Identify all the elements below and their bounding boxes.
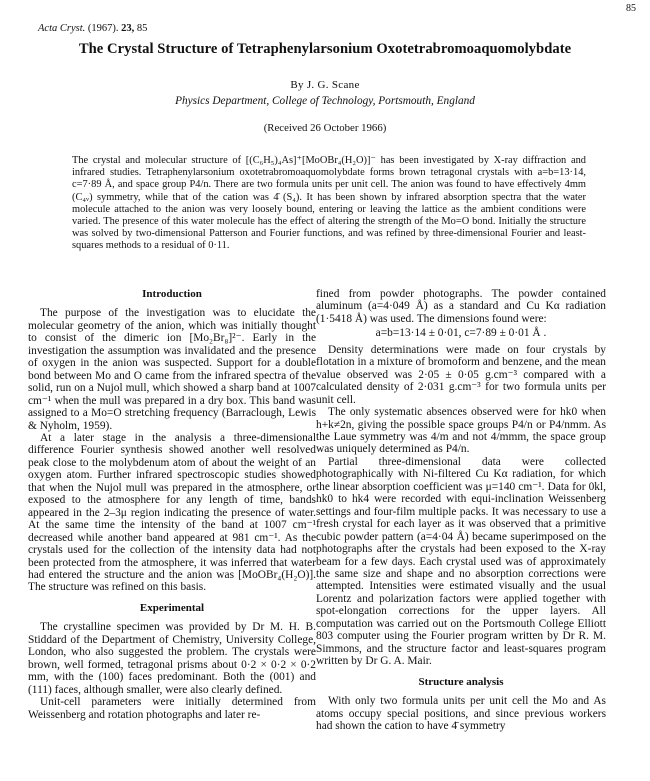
cell-dimensions-equation: a=b=13·14 ± 0·01, c=7·89 ± 0·01 Å . xyxy=(375,327,547,340)
journal-page: 85 xyxy=(136,23,148,34)
journal-volume: 23, xyxy=(121,23,135,34)
right-column xyxy=(316,288,606,732)
abstract: The crystal and molecular structure of [(C₆H₅)₄As]⁺[MoOBr₄(H₂O)]⁻ has been investigated by X-ray diffraction and infrared studies. Tetraphenylarsonium oxotetrabromoaquomolybdate forms brown tetragonal crystals with a=b=13·14, c=7·89 Å, and space group P4/n. There are two formula units per unit cell. The anion was found to have effectively 4mm (C₄ᵥ) symmetry, while that of the cation was 4̄ (S₄). It has been shown by infrared absorption spectra that the water molecule attached to the anion was very loosely bound, entering or leaving the lattice as the ambient conditions were varied. The presence of this water molecule has the effect of altering the strength of the Mo=O bond. Initially the structure was solved by two-dimensional Patterson and Fourier functions, and was refined by three-dimensional Fourier and least-squares methods to a residual of 0·11. xyxy=(72,155,586,252)
right-paragraph-3: The only systematic absences observed were for hk0 when h+k≠2n, giving the possible space groups P4/n or P4/nmm. As the Laue symmetry was 4/m and not 4/mmm, the space group was uniquely determined as P4/n. xyxy=(316,406,606,456)
experimental-paragraph-1: The crystalline specimen was provided by Dr M. H. B. Stiddard of the Department of Chemistry, University College, London, who also suggested the problem. The crystals were brown, well formed, tetragonal prisms about 0·2 × 0·2 × 0·2 mm, with the (100) faces predominant. Both the (001) and (111) faces, although smaller, were also clearly defined. xyxy=(28,621,316,696)
page-number: 85 xyxy=(626,3,636,14)
journal-citation xyxy=(38,23,147,34)
intro-paragraph-2: At a later stage in the analysis a three-dimensional difference Fourier synthesis showed another well resolved peak close to the molybdenum atom of about the weight of an oxygen atom. Further infrared spectroscopic studies showed that when the Nujol mull was prepared in the atmosphere, or exposed to the atmosphere for any length of time, bands appeared in the 2–3μ region indicating the presence of water. At the same time the intensity of the band at 1007 cm⁻¹ decreased while another band appeared at 981 cm⁻¹. As the crystals used for the collection of the intensity data had not been protected from the atmosphere, it was inferred that water had entered the structure and the anion was [MoOBr₄(H₂O)]. The structure was refined on this basis. xyxy=(28,431,316,594)
left-column xyxy=(28,288,316,721)
journal-name: Acta Cryst. xyxy=(38,23,86,34)
paper-title: The Crystal Structure of Tetraphenylarsonium Oxotetrabromoaquomolybdate xyxy=(78,41,572,57)
right-paragraph-5: With only two formula units per unit cell the Mo and As atoms occupy special positions, and since previous workers had shown the cation to have 4̄ symmetry xyxy=(316,695,606,732)
received-date: (Received 26 October 1966) xyxy=(263,122,387,134)
author-affiliation: Physics Department, College of Technology, Portsmouth, England xyxy=(175,95,475,107)
structure-analysis-heading: Structure analysis xyxy=(418,675,504,688)
introduction-heading: Introduction xyxy=(142,288,202,300)
intro-paragraph-1: The purpose of the investigation was to elucidate the molecular geometry of the anion, which was initially thought to consist of the dimeric ion [Mo₂Br₈]²⁻. Early in the investigation the assumption was invalidated and the presence of oxygen in the anion was suspected. Support for a double bond between Mo and O came from the infrared spectra of the solid, run on a Nujol mull, which showed a sharp band at 1007 cm⁻¹ when the mull was prepared in a dry box. This band was assigned to a Mo=O stretching frequency (Barraclough, Lewis & Nyholm, 1959). xyxy=(28,307,316,432)
right-paragraph-1: fined from powder photographs. The powder contained aluminum (a=4·049 Å) as a standard and Cu Kα radiation (1·5418 Å) was used. The dimensions found were: xyxy=(316,288,606,325)
paper-author: By J. G. Scane xyxy=(290,79,360,91)
journal-year: (1967). xyxy=(87,23,119,34)
right-paragraph-2: Density determinations were made on four crystals by flotation in a mixture of bromoform and benzene, and the mean value observed was 2·05 ± 0·05 g.cm⁻³ compared with a calculated density of 2·031 g.cm⁻³ for two formula units per unit cell. xyxy=(316,343,606,406)
experimental-heading: Experimental xyxy=(139,601,205,614)
right-paragraph-4: Partial three-dimensional data were collected photographically with Ni-filtered Cu Kα radiation, for which the linear absorption coefficient was μ=140 cm⁻¹. Data for 0kl, hk0 to hk4 were recorded with equi-inclination Weissenberg settings and four-film multiple packs. It was necessary to use a fresh crystal for each layer as it was observed that a primitive cubic powder pattern (a=4·04 Å) became superimposed on the photographs after the crystals had been exposed to the X-ray beam for a few days. Each crystal used was of approximately the same size and shape and no absorption corrections were attempted. Intensities were estimated visually and the usual Lorentz and polarization factors were applied together with spot-elongation corrections for the upper layers. All computation was carried out on the Portsmouth College Elliott 803 computer using the Fourier program written by Dr R. M. Simmons, and the structure factor and least-squares program written by Dr G. A. Mair. xyxy=(316,455,606,668)
experimental-paragraph-2: Unit-cell parameters were initially determined from Weissenberg and rotation photographs and later re- xyxy=(28,696,316,721)
